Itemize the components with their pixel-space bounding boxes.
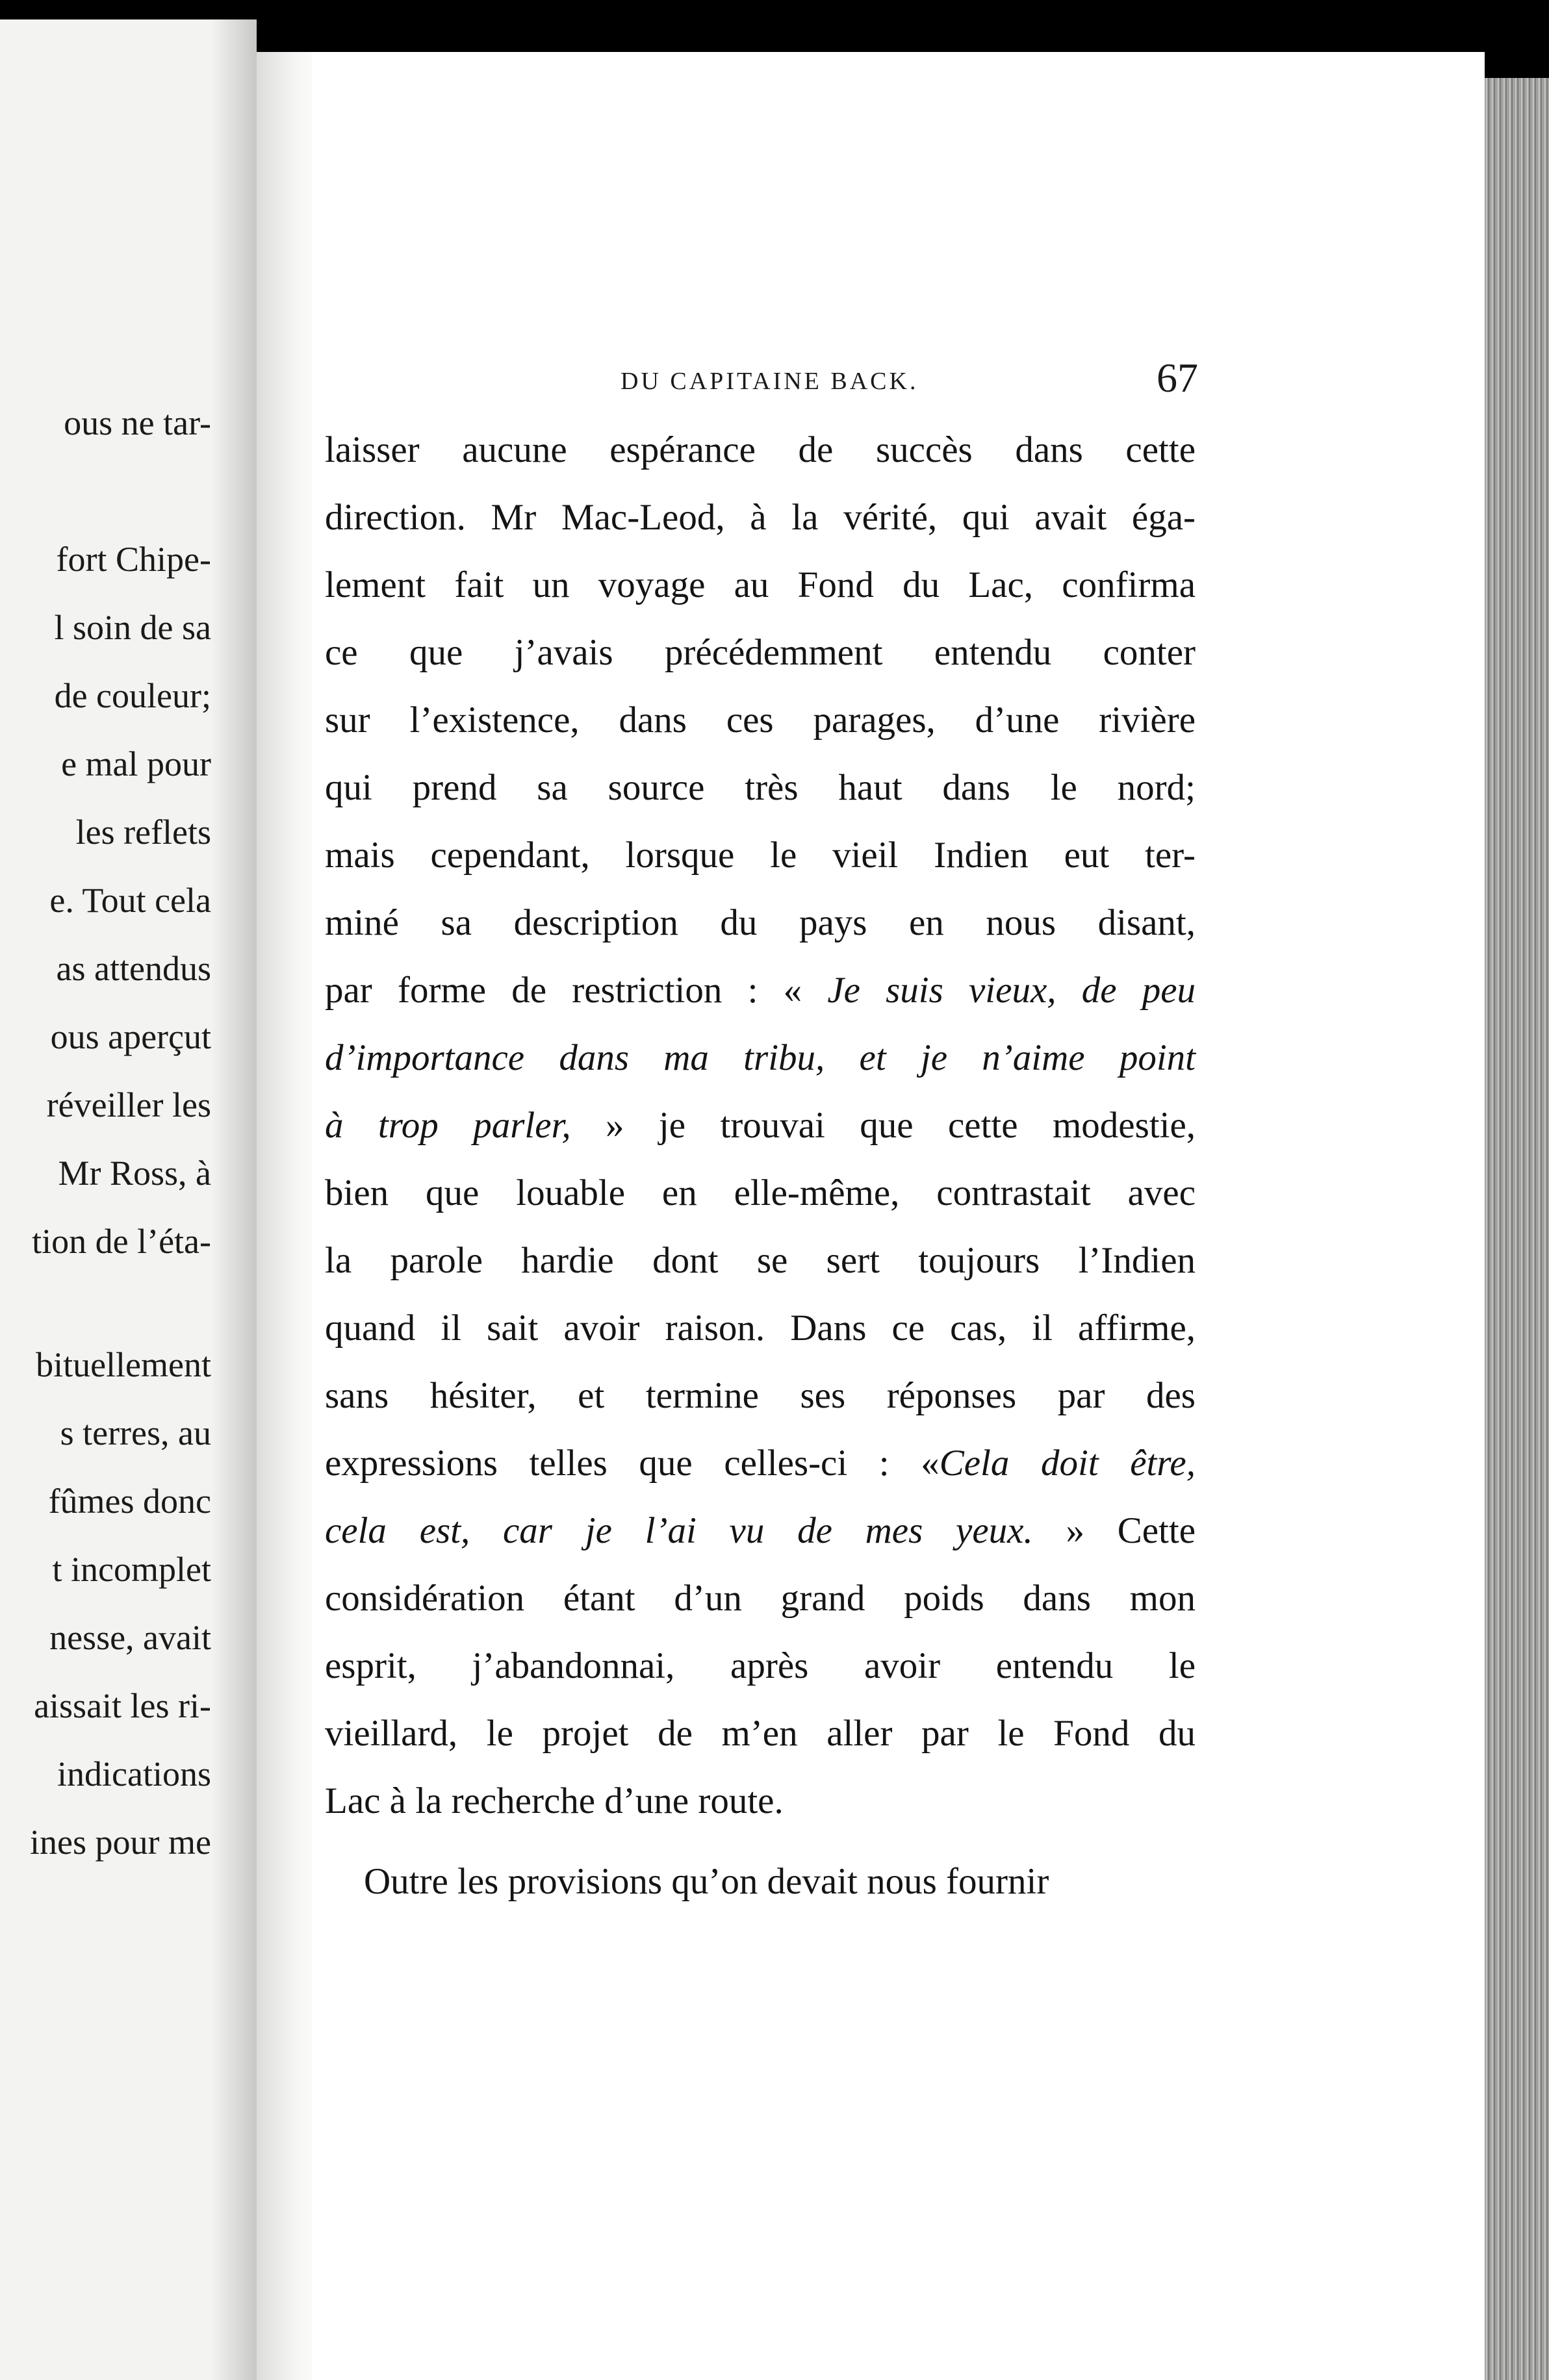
text-line <box>325 496 1196 538</box>
text-span: expressions telles que celles-ci : « <box>325 1443 940 1484</box>
italic-span: cela est, car je l’ai vu de mes yeux. <box>325 1510 1033 1551</box>
text-line <box>325 1860 1196 1903</box>
left-page-line: s terres, au <box>60 1413 211 1452</box>
text-span: la parole hardie dont se sert toujours l’Indien <box>325 1240 1196 1281</box>
text-span: direction. Mr Mac-Leod, à la vérité, qui avait éga- <box>325 497 1196 538</box>
italic-span: d’importance dans ma tribu, et je n’aime point <box>325 1037 1196 1078</box>
left-page-line: fort Chipe- <box>56 540 211 579</box>
left-page-line: bituellement <box>36 1345 211 1384</box>
text-line <box>325 1712 1196 1754</box>
page-edges <box>1485 78 1549 2380</box>
text-line <box>325 1645 1196 1687</box>
text-line <box>325 1307 1196 1349</box>
text-line <box>325 1577 1196 1619</box>
text-line <box>325 766 1196 809</box>
text-line <box>325 429 1196 471</box>
text-span: Lac à la recherche d’une route. <box>325 1780 784 1821</box>
left-page-line: as attendus <box>56 949 211 988</box>
left-page-line: aissait les ri- <box>34 1686 211 1725</box>
text-span: Outre les provisions qu’on devait nous fournir <box>364 1861 1049 1902</box>
left-page-line: réveiller les <box>46 1085 211 1124</box>
text-span: sans hésiter, et termine ses réponses par des <box>325 1375 1196 1416</box>
running-head: DU CAPITAINE BACK. <box>621 368 919 395</box>
text-span: » je trouvai que cette modestie, <box>570 1105 1196 1146</box>
text-line <box>325 1780 1196 1822</box>
italic-span: Je suis vieux, de peu <box>827 970 1196 1011</box>
text-line <box>325 1442 1196 1484</box>
text-span: mais cependant, lorsque le vieil Indien eut ter- <box>325 835 1196 876</box>
text-line <box>325 564 1196 606</box>
text-span: sur l’existence, dans ces parages, d’une rivière <box>325 700 1196 741</box>
text-span: qui prend sa source très haut dans le nord; <box>325 767 1196 808</box>
text-span: miné sa description du pays en nous disant, <box>325 902 1196 943</box>
text-span: vieillard, le projet de m’en aller par le Fond du <box>325 1713 1196 1754</box>
left-page-line: indications <box>57 1754 211 1793</box>
text-span: esprit, j’abandonnai, après avoir entendu le <box>325 1645 1196 1686</box>
italic-span: Cela doit être, <box>939 1443 1196 1484</box>
text-span: lement fait un voyage au Fond du Lac, confirma <box>325 564 1196 605</box>
left-page-line: ines pour me <box>30 1823 211 1862</box>
text-span: » Cette <box>1032 1510 1196 1551</box>
page-number: 67 <box>1157 355 1198 401</box>
left-page-line: les reflets <box>75 813 211 852</box>
text-line <box>325 902 1196 944</box>
text-line <box>325 1374 1196 1417</box>
text-line <box>325 699 1196 741</box>
text-span: ce que j’avais précédemment entendu conter <box>325 632 1196 673</box>
left-page-line: de couleur; <box>54 676 211 715</box>
text-line <box>325 834 1196 876</box>
left-page-line: tion de l’éta- <box>32 1222 211 1261</box>
text-line <box>325 1239 1196 1282</box>
left-page-line: Mr Ross, à <box>58 1154 211 1193</box>
text-span: considération étant d’un grand poids dans mon <box>325 1578 1196 1619</box>
text-line <box>325 969 1196 1011</box>
text-line <box>325 1104 1196 1146</box>
text-span: quand il sait avoir raison. Dans ce cas, il affirme, <box>325 1308 1196 1348</box>
text-span: bien que louable en elle-même, contrastait avec <box>325 1172 1196 1213</box>
text-span: par forme de restriction : « <box>325 970 828 1011</box>
left-page-line: l soin de sa <box>54 608 211 647</box>
left-page-line: ous aperçut <box>50 1017 211 1056</box>
left-page-line: ous ne tar- <box>64 403 211 442</box>
text-line <box>325 1037 1196 1079</box>
text-span: laisser aucune espérance de succès dans cette <box>325 429 1196 470</box>
left-page-line: fûmes donc <box>48 1482 211 1521</box>
left-page-line: t incomplet <box>52 1550 211 1589</box>
right-page <box>312 52 1485 2380</box>
italic-span: à trop parler, <box>325 1105 571 1146</box>
left-page-line: nesse, avait <box>49 1618 211 1657</box>
text-line <box>325 1172 1196 1214</box>
left-page-line: e. Tout cela <box>49 881 211 920</box>
text-line <box>325 1510 1196 1552</box>
left-page <box>0 19 257 2380</box>
left-page-line: e mal pour <box>61 744 211 783</box>
text-line <box>325 631 1196 674</box>
